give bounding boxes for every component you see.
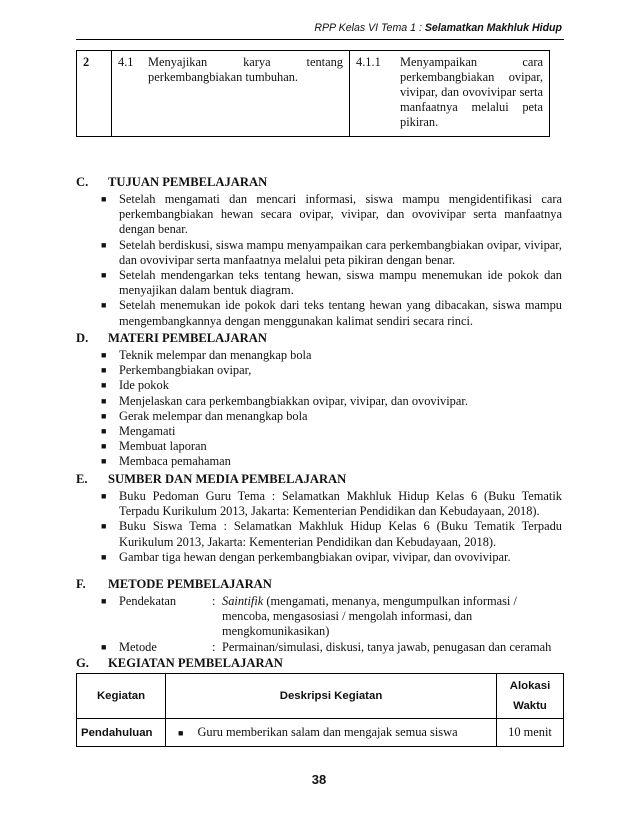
section-c-list — [100, 192, 562, 329]
table-row — [77, 51, 550, 137]
column-header-alokasi: Alokasi Waktu — [497, 674, 564, 719]
list-item: ■ Gerak melempar dan menangkap bola — [101, 408, 308, 423]
list-item: ■ Membaca pemahaman — [101, 454, 231, 469]
list-item: ■ Teknik melempar dan menangkap bola — [101, 348, 312, 362]
column-header-deskripsi: Deskripsi Kegiatan — [166, 674, 497, 719]
kd-text: Menyajikan karya tentang perkembangbiakan tumbuhan. — [148, 55, 343, 84]
section-c-heading: C. TUJUAN PEMBELAJARAN — [76, 175, 268, 189]
row-waktu: 10 menit — [497, 719, 564, 747]
header-rule — [76, 39, 564, 40]
running-header — [314, 22, 562, 34]
list-item: ■ Ide pokok — [101, 378, 169, 393]
kd-number: 2 — [77, 51, 112, 137]
list-item: ■ Buku Siswa Tema : Selamatkan Makhluk Hidup Kelas 6 (Buku Tematik Terpadu Kurikulum 2013, Jakarta: Kementerian Pendidikan dan Kebudayaan, 2018). — [101, 519, 562, 549]
header-prefix: RPP Kelas VI Tema 1 : — [314, 22, 425, 34]
page-number: 38 — [311, 772, 327, 787]
list-item: ■ Gambar tiga hewan dengan perkembangbiakan ovipar, vivipar, dan ovovivipar. — [101, 549, 511, 564]
indicator-cell — [350, 51, 550, 137]
indicator-code: 4.1.1 — [356, 55, 381, 69]
list-item: ■ Perkembangbiakan ovipar, — [101, 363, 252, 378]
list-item: ■ Setelah mengamati dan mencari informasi, siswa mampu mengidentifikasi cara perkembangbiakan hewan secara ovipar, vivipar, dan ovovivipar serta manfaatnya dengan benar. — [101, 192, 562, 237]
scientific-term: Saintifik — [222, 594, 264, 608]
activity-table — [76, 673, 564, 747]
row-kegiatan: Pendahuluan — [77, 719, 166, 747]
section-f-list — [100, 594, 562, 655]
row-deskripsi: ■ Guru memberikan salam dan mengajak semua siswa — [166, 719, 497, 747]
list-item: ■ Metode : Permainan/simulasi, diskusi, tanya jawab, penugasan dan ceramah — [101, 639, 552, 654]
list-item: ■ Membuat laporan — [101, 439, 207, 454]
list-item: ■ Menjelaskan cara perkembangbiakkan ovipar, vivipar, dan ovovivipar. — [101, 393, 468, 408]
section-f-heading: F. METODE PEMBELAJARAN — [76, 577, 272, 591]
table-header-row — [77, 674, 564, 719]
indicator-text: Menyampaikan cara perkembangbiakan ovipar, vivipar, dan ovovivipar serta manfaatnya melalui peta pikiran. — [400, 55, 543, 129]
column-header-kegiatan: Kegiatan — [77, 674, 166, 719]
kd-code: 4.1 — [118, 55, 134, 69]
list-item: ■ Pendekatan : Saintifik (mengamati, menanya, mengumpulkan informasi / mencoba, mengasosiasi / mengolah informasi, dan mengkomunikasikan) — [101, 594, 517, 639]
kd-table — [76, 50, 550, 137]
section-d-heading: D. MATERI PEMBELAJARAN — [76, 331, 267, 345]
list-item: ■ Setelah menemukan ide pokok dari teks tentang hewan yang dibacakan, siswa mampu mengembangkannya dengan menggunakan kalimat sendiri secara rinci. — [101, 298, 562, 328]
list-item: ■ Setelah berdiskusi, siswa mampu menyampaikan cara perkembangbiakan ovipar, vivipar, dan ovovivipar serta manfaatnya melalui peta pikiran dengan benar. — [101, 237, 562, 267]
table-row — [77, 719, 564, 747]
list-item: ■ Buku Pedoman Guru Tema : Selamatkan Makhluk Hidup Kelas 6 (Buku Tematik Terpadu Kurikulum 2013, Jakarta: Kementerian Pendidikan dan Kebudayaan, 2018). — [101, 489, 562, 519]
list-item: ■ Setelah mendengarkan teks tentang hewan, siswa mampu menemukan ide pokok dan menyajikan dalam bentuk diagram. — [101, 268, 562, 298]
kd-cell — [112, 51, 350, 137]
list-item: ■ Mengamati — [101, 424, 176, 439]
section-e-list — [100, 489, 562, 565]
section-d-list — [100, 348, 562, 470]
section-g-heading: G. KEGIATAN PEMBELAJARAN — [76, 656, 283, 670]
section-e-heading: E. SUMBER DAN MEDIA PEMBELAJARAN — [76, 472, 347, 486]
header-title: Selamatkan Makhluk Hidup — [424, 22, 562, 34]
